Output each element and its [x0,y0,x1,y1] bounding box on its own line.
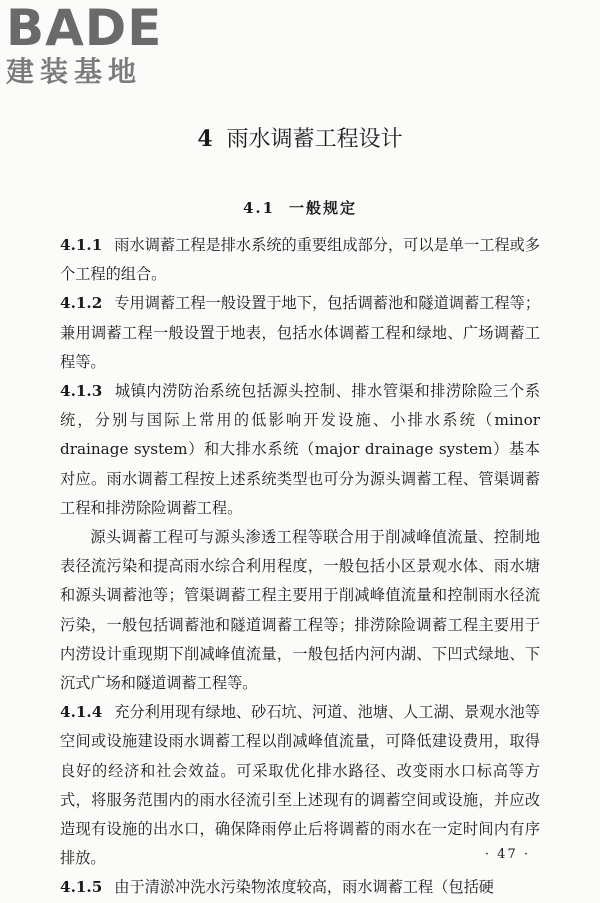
logo-chinese: 建装基地 [6,55,143,88]
clause-number: 4.1.5 [60,878,103,897]
clause-text: 雨水调蓄工程是排水系统的重要组成部分，可以是单一工程或多个工程的组合。 [60,236,540,284]
body-text [60,231,540,903]
clause-text: 充分利用现有绿地、砂石坑、河道、池塘、人工湖、景观水池等空间或设施建设雨水调蓄工程以削减峰值流量，可降低建设费用，取得良好的经济和社会效益。可采取优化排水路径、改变雨水口标高等方式，将服务范围内的雨水径流引至上述现有的调蓄空间或设施，并应改造现有设施的出水口，确保降雨停止后将调蓄的雨水在一定时间内有序排放。 [60,703,540,868]
publisher-logo [6,2,206,88]
clause-text: 专用调蓄工程一般设置于地下，包括调蓄池和隧道调蓄工程等；兼用调蓄工程一般设置于地表，包括水体调蓄工程和绿地、广场调蓄工程等。 [60,294,540,371]
section-number: 4.1 [242,199,276,217]
clause-text: 源头调蓄工程可与源头渗透工程等联合用于削减峰值流量、控制地表径流污染和提高雨水综合利用程度，一般包括小区景观水体、雨水塘和源头调蓄池等；管渠调蓄工程主要用于削减峰值流量和控制雨水径流污染，一般包括调蓄池和隧道调蓄工程等；排涝除险调蓄工程主要用于内涝设计重现期下削减峰值流量，一般包括内河内湖、下凹式绿地、下沉式广场和隧道调蓄工程等。 [60,528,540,693]
chapter-number: 4 [197,126,213,152]
logo-english: BADE [6,0,163,57]
clause-4-1-4 [60,698,540,873]
clause-4-1-3-continued [60,523,540,698]
page-number: · 47 · [484,847,530,862]
chapter-heading [0,124,600,155]
clause-4-1-3 [60,377,540,523]
clause-text: 城镇内涝防治系统包括源头控制、排水管渠和排涝除险三个系统，分别与国际上常用的低影响开发设施、小排水系统（minor drainage system）和大排水系统（major drainage system）基本对应。雨水调蓄工程按上述系统类型也可分为源头调蓄工程、管渠调蓄工程和排涝除险调蓄工程。 [60,382,540,517]
chapter-title: 雨水调蓄工程设计 [226,127,403,152]
section-title: 一般规定 [289,199,358,217]
clause-number: 4.1.4 [60,703,103,722]
clause-4-1-1 [60,231,540,289]
clause-number: 4.1.3 [60,382,103,401]
section-heading [0,196,600,220]
clause-4-1-2 [60,289,540,377]
clause-number: 4.1.1 [60,236,103,254]
clause-4-1-5 [60,873,540,902]
clause-text: 由于清淤冲洗水污染物浓度较高，雨水调蓄工程（包括硬 [114,878,494,897]
clause-number: 4.1.2 [60,294,103,313]
